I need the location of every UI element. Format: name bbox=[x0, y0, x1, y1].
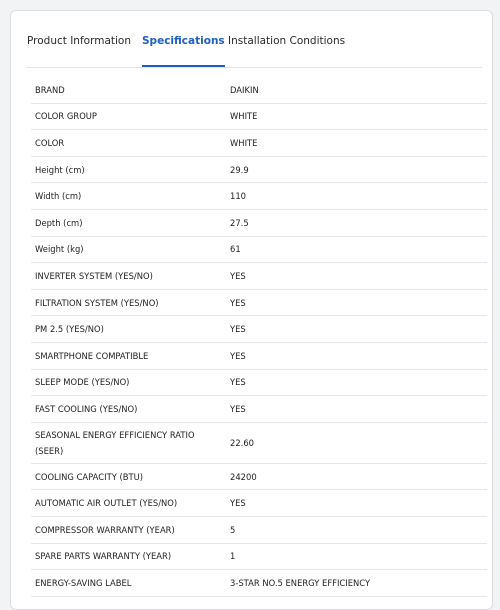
table-row bbox=[31, 183, 487, 210]
tab-bar bbox=[26, 25, 482, 68]
table-row bbox=[31, 316, 487, 343]
spec-key: SEASONAL ENERGY EFFICIENCY RATIO (SEER) bbox=[31, 422, 223, 463]
spec-value: 3-STAR NO.5 ENERGY EFFICIENCY bbox=[223, 570, 487, 597]
spec-key: PM 2.5 (YES/NO) bbox=[31, 316, 223, 343]
spec-key: COLOR bbox=[31, 130, 223, 157]
spec-key: COMPRESSOR WARRANTY (YEAR) bbox=[31, 516, 223, 543]
spec-value: DAIKIN bbox=[223, 77, 487, 103]
table-row bbox=[31, 463, 487, 490]
tab-installation-conditions[interactable]: Installation Conditions bbox=[228, 35, 346, 47]
table-row bbox=[31, 490, 487, 517]
table-row bbox=[31, 289, 487, 316]
spec-key: COOLING CAPACITY (BTU) bbox=[31, 463, 223, 490]
spec-value: YES bbox=[223, 342, 487, 369]
table-row bbox=[31, 236, 487, 263]
spec-value: 5 bbox=[223, 516, 487, 543]
spec-value: YES bbox=[223, 316, 487, 343]
table-row bbox=[31, 570, 487, 597]
spec-value: WHITE bbox=[223, 130, 487, 157]
spec-key: BRAND bbox=[31, 77, 223, 103]
tab-product-information[interactable]: Product Information bbox=[27, 35, 131, 47]
spec-value: 1 bbox=[223, 543, 487, 570]
table-row bbox=[31, 516, 487, 543]
product-details-card bbox=[10, 10, 493, 610]
spec-key: COLOR GROUP bbox=[31, 103, 223, 130]
table-row bbox=[31, 103, 487, 130]
spec-key: SPARE PARTS WARRANTY (YEAR) bbox=[31, 543, 223, 570]
spec-value: WHITE bbox=[223, 103, 487, 130]
spec-key: Height (cm) bbox=[31, 156, 223, 183]
spec-value: YES bbox=[223, 369, 487, 396]
spec-value: YES bbox=[223, 396, 487, 423]
spec-value: 22.60 bbox=[223, 422, 487, 463]
spec-key: ENERGY-SAVING LABEL bbox=[31, 570, 223, 597]
spec-value: 27.5 bbox=[223, 209, 487, 236]
spec-value: 61 bbox=[223, 236, 487, 263]
spec-key: SLEEP MODE (YES/NO) bbox=[31, 369, 223, 396]
table-row bbox=[31, 263, 487, 290]
table-row bbox=[31, 209, 487, 236]
tab-specifications[interactable]: Specifications bbox=[142, 25, 225, 66]
table-row bbox=[31, 422, 487, 463]
spec-value: 29.9 bbox=[223, 156, 487, 183]
spec-value: YES bbox=[223, 490, 487, 517]
spec-value: YES bbox=[223, 289, 487, 316]
specifications-table bbox=[31, 77, 487, 597]
spec-key: Depth (cm) bbox=[31, 209, 223, 236]
spec-key: SMARTPHONE COMPATIBLE bbox=[31, 342, 223, 369]
table-row bbox=[31, 77, 487, 103]
spec-value: YES bbox=[223, 263, 487, 290]
spec-value: 110 bbox=[223, 183, 487, 210]
table-row bbox=[31, 130, 487, 157]
spec-key: FILTRATION SYSTEM (YES/NO) bbox=[31, 289, 223, 316]
table-row bbox=[31, 369, 487, 396]
table-row bbox=[31, 543, 487, 570]
spec-key: FAST COOLING (YES/NO) bbox=[31, 396, 223, 423]
spec-value: 24200 bbox=[223, 463, 487, 490]
table-row bbox=[31, 156, 487, 183]
spec-key: INVERTER SYSTEM (YES/NO) bbox=[31, 263, 223, 290]
table-row bbox=[31, 342, 487, 369]
spec-key: Width (cm) bbox=[31, 183, 223, 210]
table-row bbox=[31, 396, 487, 423]
spec-key: AUTOMATIC AIR OUTLET (YES/NO) bbox=[31, 490, 223, 517]
spec-key: Weight (kg) bbox=[31, 236, 223, 263]
